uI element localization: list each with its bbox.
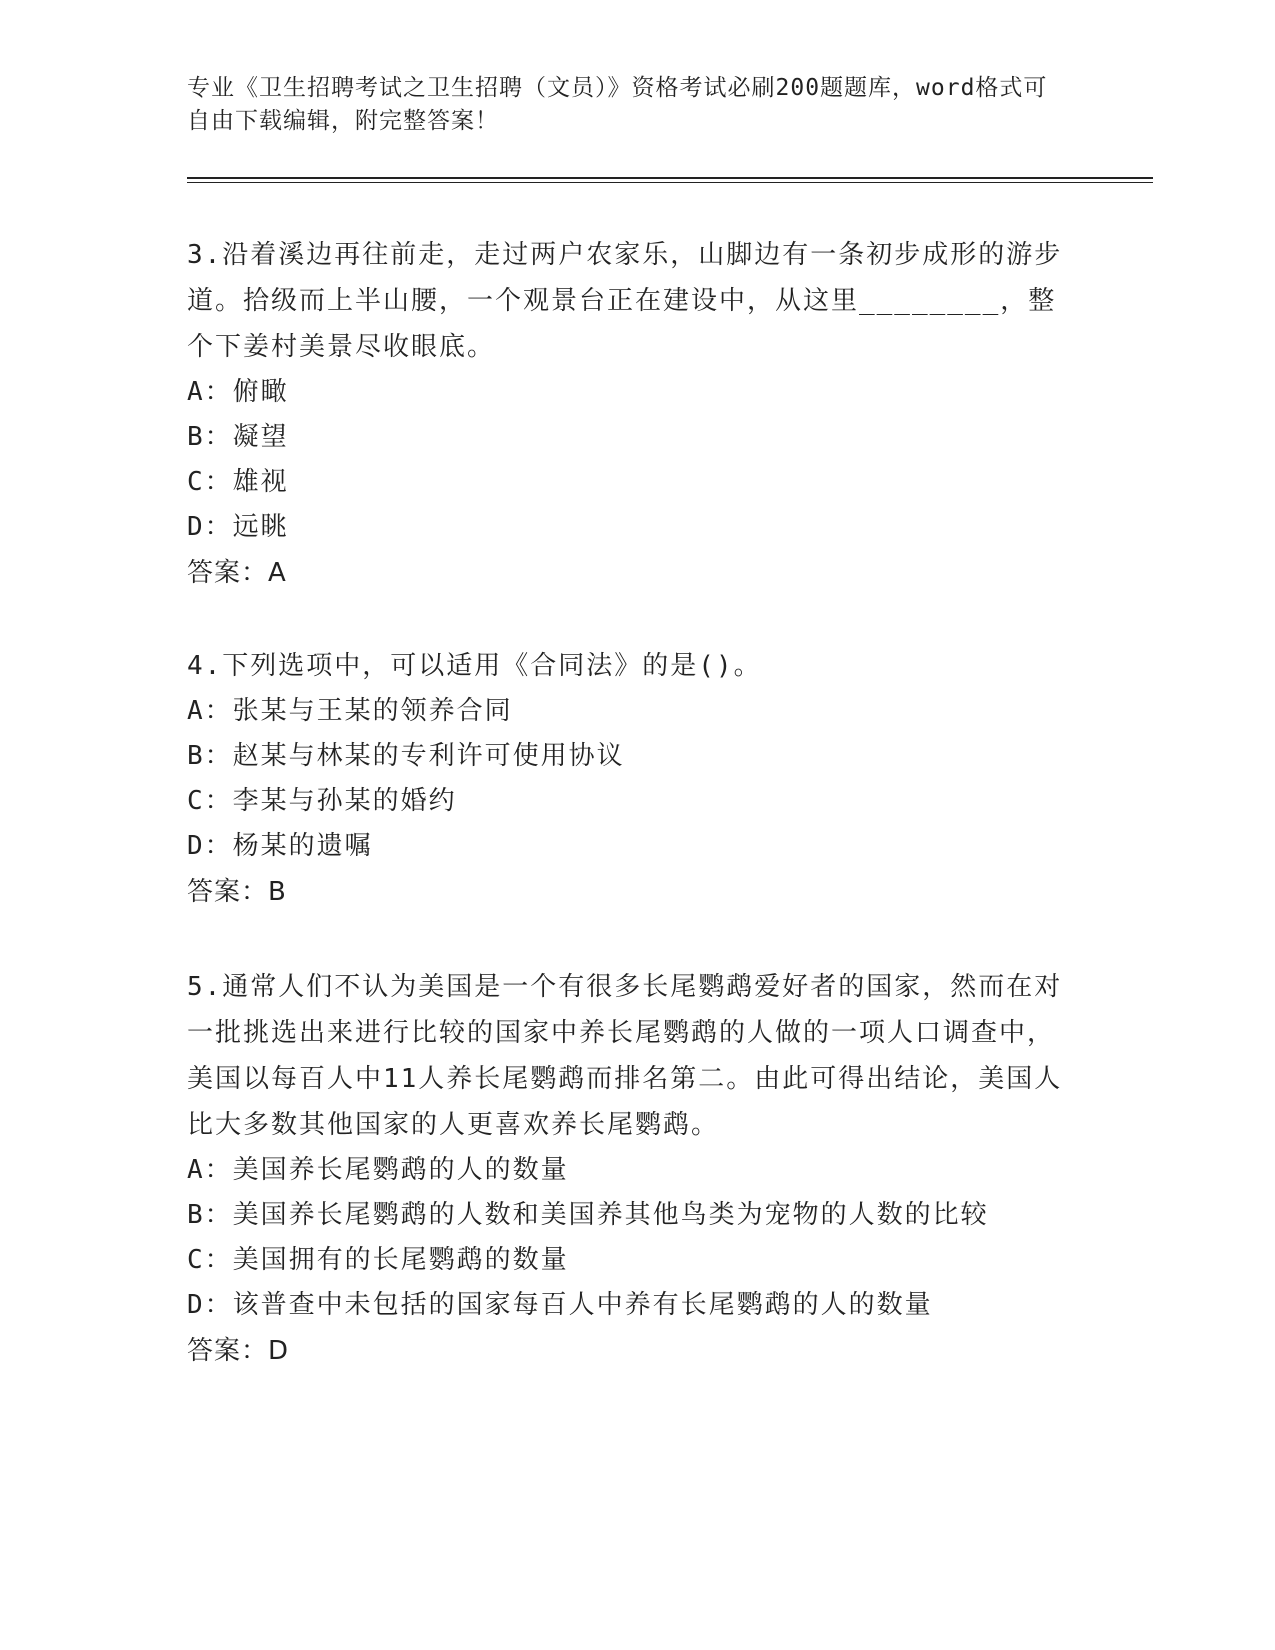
question-stem: 3.沿着溪边再往前走，走过两户农家乐，山脚边有一条初步成形的游步道。拾级而上半山腰，一个观景台正在建设中，从这里________，整个下姜村美景尽收眼底。 <box>187 240 1063 362</box>
option-b: B：凝望 <box>187 422 289 452</box>
option-c: C：雄视 <box>187 467 289 497</box>
option-c: C：李某与孙某的婚约 <box>187 786 457 816</box>
header-title: 专业《卫生招聘考试之卫生招聘（文员）》资格考试必刷200题题库，word格式可自由下载编辑，附完整答案！ <box>187 75 1048 134</box>
question-3 <box>187 232 1067 596</box>
header-divider-thin <box>187 182 1153 183</box>
option-c: C：美国拥有的长尾鹦鹉的数量 <box>187 1245 569 1275</box>
question-stem: 4.下列选项中，可以适用《合同法》的是()。 <box>187 651 762 681</box>
answer-line: 答案：B <box>187 877 287 907</box>
option-d: D：该普查中未包括的国家每百人中养有长尾鹦鹉的人的数量 <box>187 1290 933 1320</box>
option-b: B：美国养长尾鹦鹉的人数和美国养其他鸟类为宠物的人数的比较 <box>187 1200 989 1230</box>
option-d: D：杨某的遗嘱 <box>187 831 373 861</box>
option-a: A：俯瞰 <box>187 377 289 407</box>
question-4 <box>187 643 1067 915</box>
document-header <box>187 72 1067 138</box>
option-a: A：张某与王某的领养合同 <box>187 696 513 726</box>
header-divider-thick <box>187 177 1153 179</box>
question-stem: 5.通常人们不认为美国是一个有很多长尾鹦鹉爱好者的国家，然而在对一批挑选出来进行比较的国家中养长尾鹦鹉的人做的一项人口调查中，美国以每百人中11人养长尾鹦鹉而排名第二。由此可得出结论，美国人比大多数其他国家的人更喜欢养长尾鹦鹉。 <box>187 972 1063 1140</box>
option-b: B：赵某与林某的专利许可使用协议 <box>187 741 625 771</box>
answer-line: 答案：D <box>187 1336 290 1366</box>
option-a: A：美国养长尾鹦鹉的人的数量 <box>187 1155 569 1185</box>
question-5 <box>187 964 1067 1374</box>
answer-line: 答案：A <box>187 558 287 588</box>
option-d: D：远眺 <box>187 512 289 542</box>
